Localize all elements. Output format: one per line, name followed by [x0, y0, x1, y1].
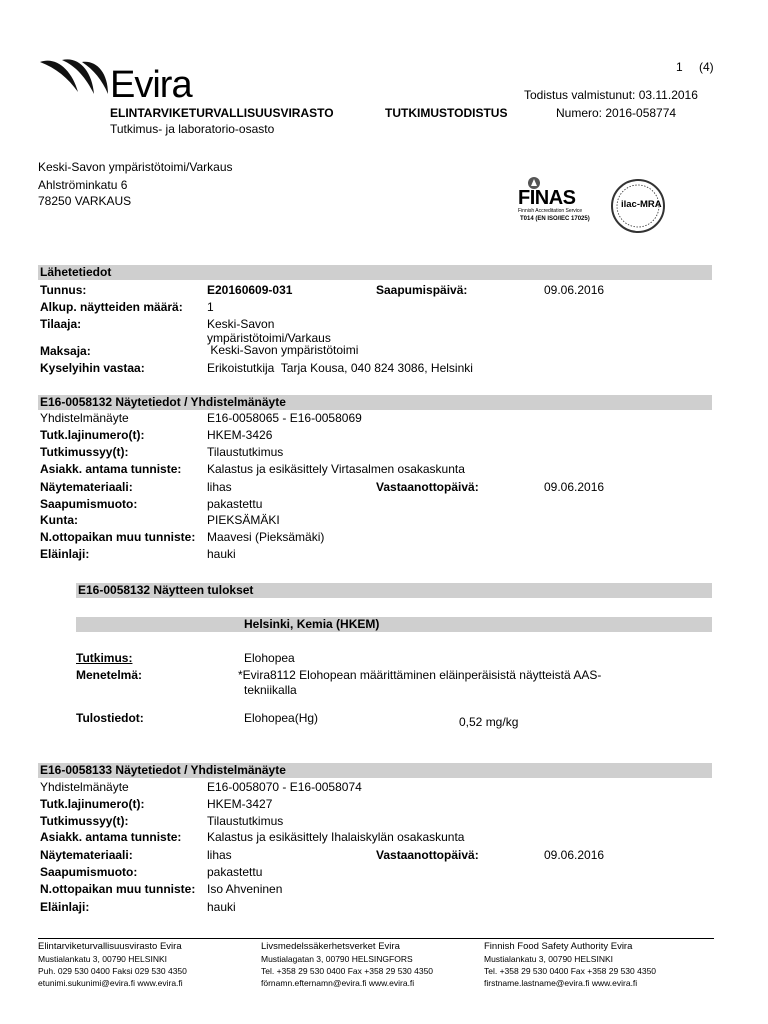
footer-line: etunimi.sukunimi@evira.fi www.evira.fi — [38, 978, 183, 988]
footer-column-fi — [38, 941, 187, 989]
field-value: PIEKSÄMÄKI — [207, 513, 280, 527]
field-label: Alkup. näytteiden määrä: — [40, 300, 183, 314]
field-value: E16-0058070 - E16-0058074 — [207, 780, 362, 794]
field-label: Vastaanottopäivä: — [376, 848, 479, 862]
field-value: *Evira8112 Elohopean määrittäminen eläinperäisistä näytteistä AAS- — [238, 668, 602, 682]
footer-divider — [38, 938, 714, 939]
field-value: lihas — [207, 480, 232, 494]
field-value: 09.06.2016 — [544, 848, 605, 862]
result-value: 0,52 mg/kg — [459, 715, 519, 729]
footer-line: förnamn.efternamn@evira.fi www.evira.fi — [261, 978, 415, 988]
section-header-results — [76, 583, 712, 598]
field-value: Keski-Savon ympäristötoimi — [207, 343, 359, 357]
footer-line: Livsmedelssäkerhetsverket Evira — [261, 941, 400, 952]
footer-column-en — [484, 941, 656, 989]
field-value: hauki — [207, 547, 236, 561]
footer-line: Puh. 029 530 0400 Faksi 029 530 4350 — [38, 966, 187, 976]
finas-text: FINAS — [518, 187, 576, 209]
field-label: Tunnus: — [40, 283, 87, 297]
section-header-sample2 — [38, 763, 712, 778]
field-value: 09.06.2016 — [544, 283, 605, 297]
field-value: 09.06.2016 — [544, 480, 605, 494]
field-label: Yhdistelmänäyte — [40, 780, 129, 794]
field-label: Tutkimus: — [76, 651, 133, 665]
field-value: tekniikalla — [244, 683, 297, 697]
field-value: pakastettu — [207, 865, 263, 879]
field-label: Näytemateriaali: — [40, 480, 133, 494]
page-number: 1 — [676, 60, 683, 74]
lab-name: Helsinki, Kemia (HKEM) — [244, 617, 380, 631]
field-label: Asiakk. antama tunniste: — [40, 462, 182, 476]
field-value: Iso Ahveninen — [207, 882, 283, 896]
lab-header — [76, 617, 712, 632]
department: Tutkimus- ja laboratorio-osasto — [110, 122, 275, 136]
field-label: Menetelmä: — [76, 668, 143, 682]
finas-subtitle: Finnish Accreditation Service — [518, 208, 583, 214]
section-title: Lähetetiedot — [40, 265, 112, 279]
field-label: Saapumismuoto: — [40, 865, 138, 879]
field-value: Erikoistutkija Tarja Kousa, 040 824 3086, Helsinki — [207, 361, 473, 375]
footer-line: Finnish Food Safety Authority Evira — [484, 941, 633, 952]
recipient-line: Ahlströminkatu 6 — [38, 178, 128, 192]
ilac-text: ilac-MRA — [621, 199, 662, 210]
field-label: Saapumismuoto: — [40, 497, 138, 511]
logo-wordmark: Evira — [110, 64, 192, 106]
field-label: Yhdistelmänäyte — [40, 411, 129, 425]
org-name: ELINTARVIKETURVALLISUUSVIRASTO — [110, 106, 334, 120]
field-label: Saapumispäivä: — [376, 283, 468, 297]
field-label: Tulostiedot: — [76, 711, 144, 725]
field-label: Kunta: — [40, 513, 78, 527]
footer-line: firstname.lastname@evira.fi www.evira.fi — [484, 978, 638, 988]
certificate-number: Numero: 2016-058774 — [556, 106, 677, 120]
field-label: N.ottopaikan muu tunniste: — [40, 530, 196, 544]
field-value: 1 — [207, 300, 214, 314]
footer-line: Tel. +358 29 530 0400 Fax +358 29 530 4350 — [261, 966, 434, 976]
field-value: Maavesi (Pieksämäki) — [207, 530, 325, 544]
issued-date: Todistus valmistunut: 03.11.2016 — [524, 88, 698, 102]
field-value: Tilaustutkimus — [207, 814, 284, 828]
field-label: Tutkimussyy(t): — [40, 814, 129, 828]
finas-code: T014 (EN ISO/IEC 17025) — [520, 216, 590, 222]
evira-swoosh-icon — [38, 56, 114, 102]
field-label: Kyselyihin vastaa: — [40, 361, 145, 375]
section-title: E16-0058132 Näytteen tulokset — [78, 583, 254, 597]
field-label: Näytemateriaali: — [40, 848, 133, 862]
field-value: HKEM-3427 — [207, 797, 273, 811]
field-value: hauki — [207, 900, 236, 914]
field-value: Kalastus ja esikäsittely Virtasalmen osakaskunta — [207, 462, 465, 476]
field-label: Asiakk. antama tunniste: — [40, 830, 182, 844]
footer-line: Mustialankatu 3, 00790 HELSINKI — [484, 954, 613, 964]
field-label: N.ottopaikan muu tunniste: — [40, 882, 196, 896]
doc-type: TUTKIMUSTODISTUS — [385, 106, 508, 120]
field-value: HKEM-3426 — [207, 428, 273, 442]
section-title: E16-0058132 Näytetiedot / Yhdistelmänäyte — [40, 395, 286, 409]
field-label: Tutk.lajinumero(t): — [40, 797, 145, 811]
footer-line: Mustialagatan 3, 00790 HELSINGFORS — [261, 954, 413, 964]
result-analyte: Elohopea(Hg) — [244, 711, 319, 725]
footer-line: Tel. +358 29 530 0400 Fax +358 29 530 4350 — [484, 966, 657, 976]
footer-column-sv — [261, 941, 433, 989]
section-title: E16-0058133 Näytetiedot / Yhdistelmänäyte — [40, 763, 286, 777]
field-label: Vastaanottopäivä: — [376, 480, 479, 494]
footer-line: Mustialankatu 3, 00790 HELSINKI — [38, 954, 167, 964]
field-label: Tilaaja: — [40, 317, 82, 331]
field-label: Tutk.lajinumero(t): — [40, 428, 145, 442]
field-label: Eläinlaji: — [40, 547, 90, 561]
field-value: Keski-Savon — [207, 317, 275, 331]
field-value: Kalastus ja esikäsittely Ihalaiskylän osakaskunta — [207, 830, 465, 844]
section-header-lahetetiedot — [38, 265, 712, 280]
field-label: Eläinlaji: — [40, 900, 90, 914]
field-value: E16-0058065 - E16-0058069 — [207, 411, 362, 425]
field-value: E20160609-031 — [207, 283, 293, 297]
recipient-line: Keski-Savon ympäristötoimi/Varkaus — [38, 160, 233, 174]
page-total: (4) — [699, 60, 714, 74]
field-label: Tutkimussyy(t): — [40, 445, 129, 459]
field-value: ympäristötoimi/Varkaus — [207, 331, 331, 345]
field-value: pakastettu — [207, 497, 263, 511]
recipient-line: 78250 VARKAUS — [38, 194, 132, 208]
footer-line: Elintarviketurvallisuusvirasto Evira — [38, 941, 182, 952]
field-value: lihas — [207, 848, 232, 862]
section-header-sample1 — [38, 395, 712, 410]
field-value: Tilaustutkimus — [207, 445, 284, 459]
field-label: Maksaja: — [40, 344, 91, 358]
field-value: Elohopea — [244, 651, 295, 665]
